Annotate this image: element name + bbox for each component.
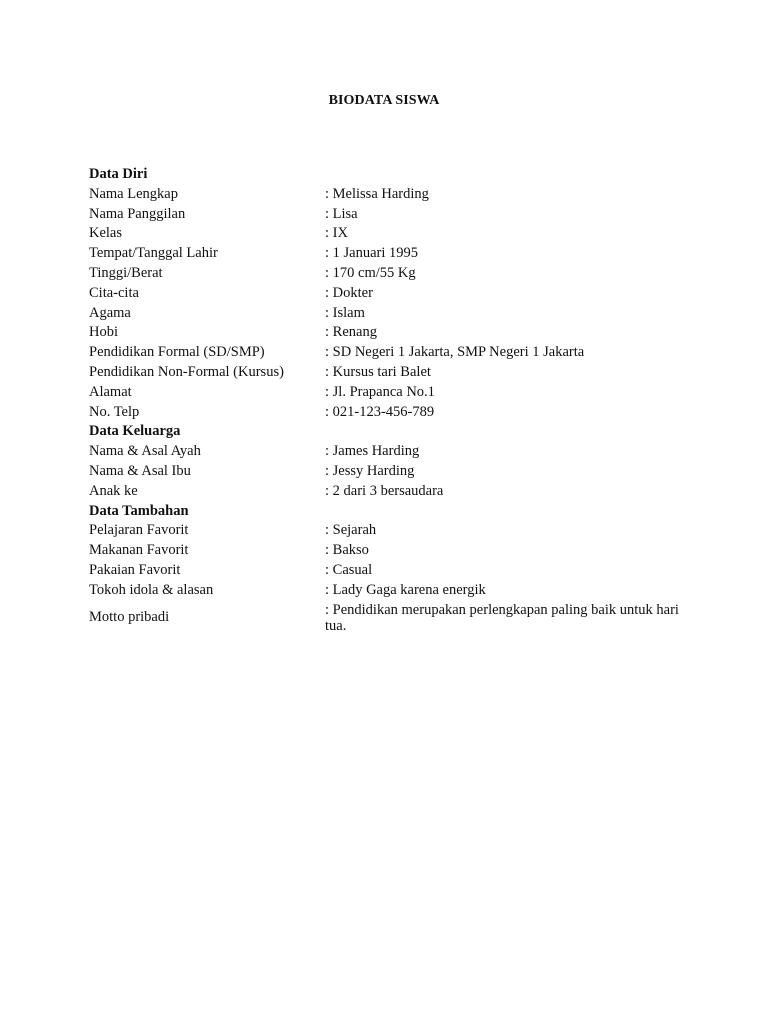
field-value: : Islam [325, 304, 365, 321]
field-label: Alamat [89, 383, 132, 400]
field-value: : Dokter [325, 284, 373, 301]
field-label: Hobi [89, 324, 118, 341]
field-row [89, 383, 689, 403]
field-label: Nama Lengkap [89, 185, 178, 202]
field-value: : Kursus tari Balet [325, 363, 431, 380]
section-heading-data-keluarga: Data Keluarga [89, 423, 181, 440]
field-row [89, 185, 689, 205]
field-row [89, 284, 689, 304]
field-row [89, 602, 689, 634]
field-row [89, 561, 689, 581]
field-value: : James Harding [325, 443, 420, 460]
field-value: : 170 cm/55 Kg [325, 264, 416, 281]
field-value: : 2 dari 3 bersaudara [325, 482, 444, 499]
field-row [89, 343, 689, 363]
field-label: Nama Panggilan [89, 205, 186, 222]
field-row [89, 462, 689, 482]
field-value: : 021-123-456-789 [325, 403, 435, 420]
field-value: : Jessy Harding [325, 462, 415, 479]
field-row [89, 521, 689, 541]
field-row [89, 205, 689, 225]
field-row [89, 264, 689, 284]
field-label: Tokoh idola & alasan [89, 581, 214, 598]
field-value: : Renang [325, 324, 377, 341]
field-value: : Sejarah [325, 522, 377, 539]
field-label: Cita-cita [89, 284, 139, 301]
field-label: Tinggi/Berat [89, 264, 163, 281]
section-heading-data-diri: Data Diri [89, 166, 148, 182]
field-label: Agama [89, 304, 131, 321]
field-label: Tempat/Tanggal Lahir [89, 245, 218, 262]
field-value: : SD Negeri 1 Jakarta, SMP Negeri 1 Jakarta [325, 344, 585, 361]
field-label: Anak ke [89, 482, 138, 499]
field-label: No. Telp [89, 403, 140, 420]
field-row [89, 482, 689, 502]
field-value: : Lisa [325, 205, 358, 222]
field-row [89, 323, 689, 343]
field-value: : Pendidikan merupakan perlengkapan paling baik untuk hari tua. [325, 601, 679, 634]
field-row [89, 304, 689, 324]
field-label: Motto pribadi [89, 608, 170, 625]
section-heading-data-tambahan: Data Tambahan [89, 502, 189, 519]
field-label: Kelas [89, 225, 123, 242]
field-value: : Bakso [325, 542, 369, 559]
field-label: Makanan Favorit [89, 542, 189, 559]
field-label: Pendidikan Formal (SD/SMP) [89, 344, 265, 361]
document-title: BIODATA SISWA [328, 93, 440, 108]
field-value: : 1 Januari 1995 [325, 245, 419, 262]
field-label: Nama & Asal Ayah [89, 443, 201, 460]
field-label: Pakaian Favorit [89, 561, 181, 578]
biodata-sheet [89, 165, 689, 634]
field-value: : Lady Gaga karena energik [325, 581, 486, 598]
field-value: : Casual [325, 561, 373, 578]
field-value: : Jl. Prapanca No.1 [325, 383, 435, 400]
field-row [89, 442, 689, 462]
field-row [89, 244, 689, 264]
field-label: Nama & Asal Ibu [89, 462, 191, 479]
field-label: Pelajaran Favorit [89, 522, 189, 539]
field-value: : IX [325, 225, 348, 242]
field-row [89, 403, 689, 423]
field-row [89, 541, 689, 561]
field-row [89, 581, 689, 601]
field-row [89, 224, 689, 244]
field-row [89, 363, 689, 383]
field-value: : Melissa Harding [325, 185, 429, 202]
field-label: Pendidikan Non-Formal (Kursus) [89, 363, 284, 380]
